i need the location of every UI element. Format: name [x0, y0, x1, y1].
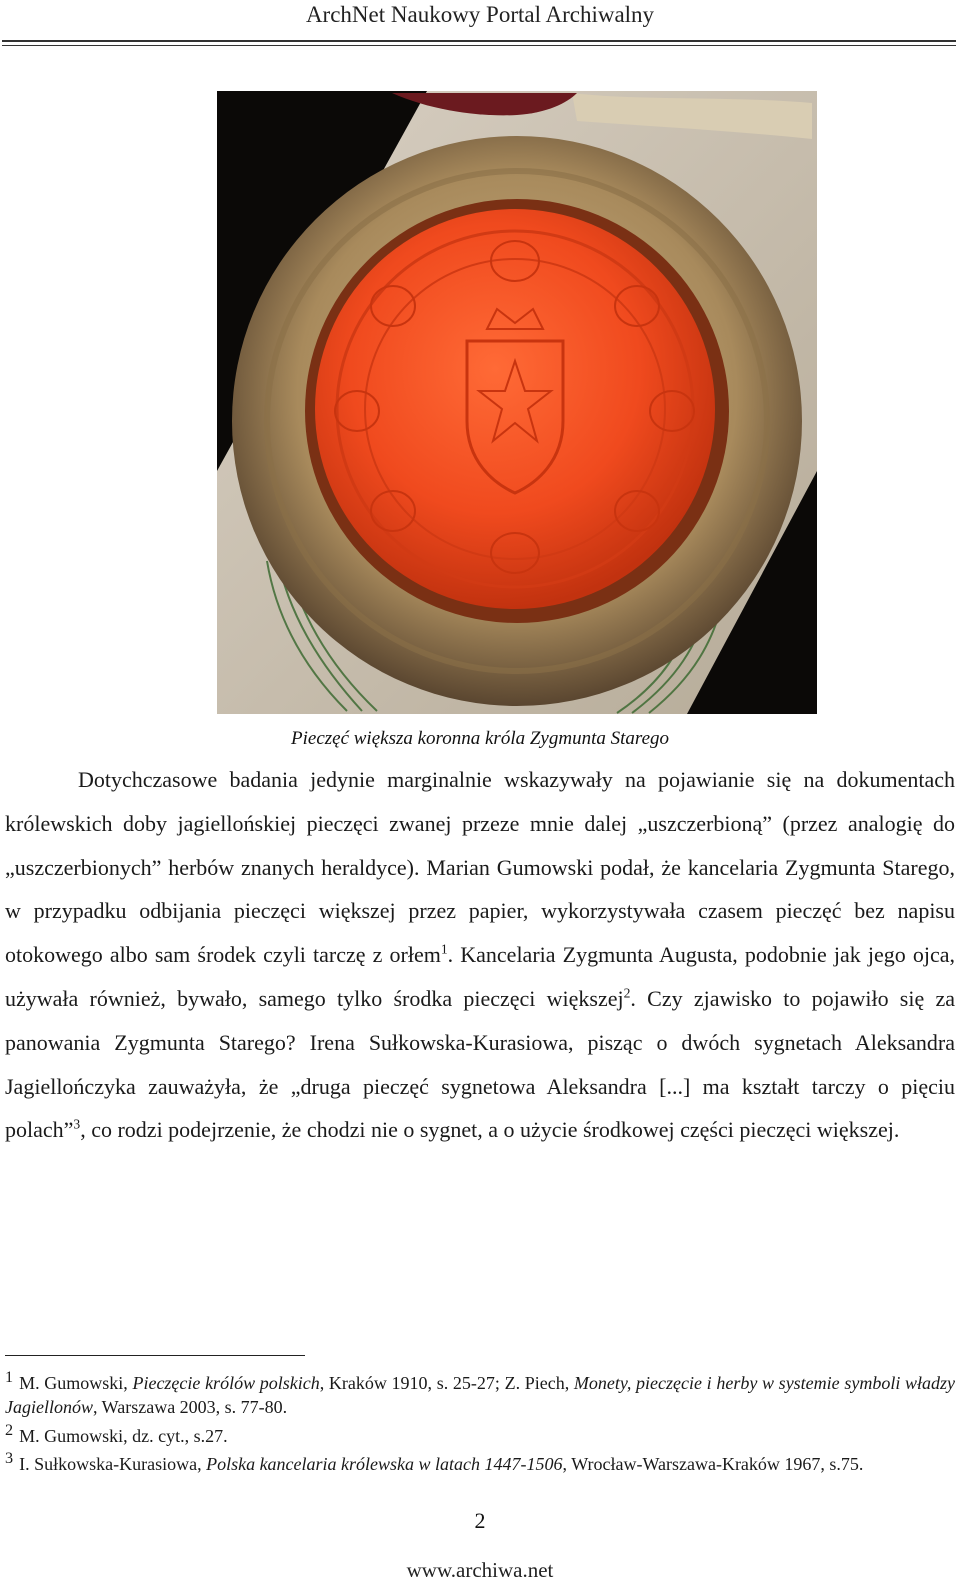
footnote-ref-3: 3	[73, 1117, 81, 1133]
footnote-text: , Wrocław-Warszawa-Kraków 1967, s.75.	[562, 1453, 864, 1474]
header-rule-thin	[2, 45, 956, 46]
body-paragraph	[5, 758, 955, 1152]
header-title: ArchNet Naukowy Portal Archiwalny	[305, 2, 655, 27]
footnote-title: Pieczęcie królów polskich	[132, 1373, 320, 1393]
paragraph-text-2: . Kancelaria Zygmunta Augusta, podobnie jak jego ojca, używała również, bywało, samego tylko środka pieczęci większej	[5, 942, 955, 1011]
footnote-ref-1: 1	[440, 941, 448, 957]
footnote-1	[5, 1368, 956, 1420]
footnote-number: 3	[5, 1448, 14, 1467]
footer-url: www.archiwa.net	[406, 1558, 554, 1582]
footnote-text: , Kraków 1910, s. 25-27; Z. Piech,	[319, 1373, 574, 1393]
footnote-2	[5, 1420, 955, 1448]
paragraph-text-1: Dotychczasowe badania jedynie marginalnie wskazywały na pojawianie się na dokumentach królewskich doby jagiellońskiej pieczęci zwanej przeze mnie dalej „uszczerbioną” (przez analogię do „uszczerbionych” herbów znanych heraldyce). Marian Gumowski podał, że kancelaria Zygmunta Starego, w przypadku odbijania pieczęci większej przez papier, wykorzystywała czasem pieczęć bez napisu otokowego albo sam środek czyli tarczę z orłem	[5, 767, 955, 968]
footnote-text: M. Gumowski,	[19, 1373, 133, 1393]
paragraph-text-4: , co rodzi podejrzenie, że chodzi nie o sygnet, a o użycie środkowej części pieczęci większej.	[80, 1117, 900, 1143]
footnote-number: 1	[5, 1368, 14, 1386]
wax-seal-photo	[217, 91, 817, 714]
header-rule	[2, 40, 956, 42]
footnote-text: I. Sułkowska-Kurasiowa,	[19, 1453, 207, 1474]
body-text	[5, 758, 955, 1152]
footnote-separator	[5, 1355, 305, 1356]
page-header	[0, 0, 960, 30]
footnotes	[5, 1368, 956, 1480]
footnote-title: Monety, pieczęcie i herby w systemie symboli władzy Jagiellonów	[5, 1373, 956, 1418]
seal-photo	[217, 91, 817, 714]
footnote-number: 2	[5, 1420, 14, 1439]
footnote-3	[5, 1448, 955, 1476]
footnote-text: M. Gumowski, dz. cyt., s.27.	[19, 1425, 228, 1446]
footnote-ref-2: 2	[623, 985, 631, 1001]
paragraph-text-3: . Czy zjawisko to pojawiło się za panowania Zygmunta Starego? Irena Sułkowska-Kurasiowa, pisząc o dwóch sygnetach Aleksandra Jagiellończyka zauważyła, że „druga pieczęć sygnetowa Aleksandra [...] ma kształt tarczy o pięciu polach”	[5, 985, 955, 1143]
footnote-text: , Warszawa 2003, s. 77-80.	[93, 1397, 288, 1418]
page-footer	[0, 1556, 960, 1584]
page-number: 2	[474, 1508, 486, 1533]
figure-caption: Pieczęć większa koronna króla Zygmunta Starego	[291, 728, 669, 749]
footnote-title: Polska kancelaria królewska w latach 1447-1506	[206, 1453, 563, 1474]
